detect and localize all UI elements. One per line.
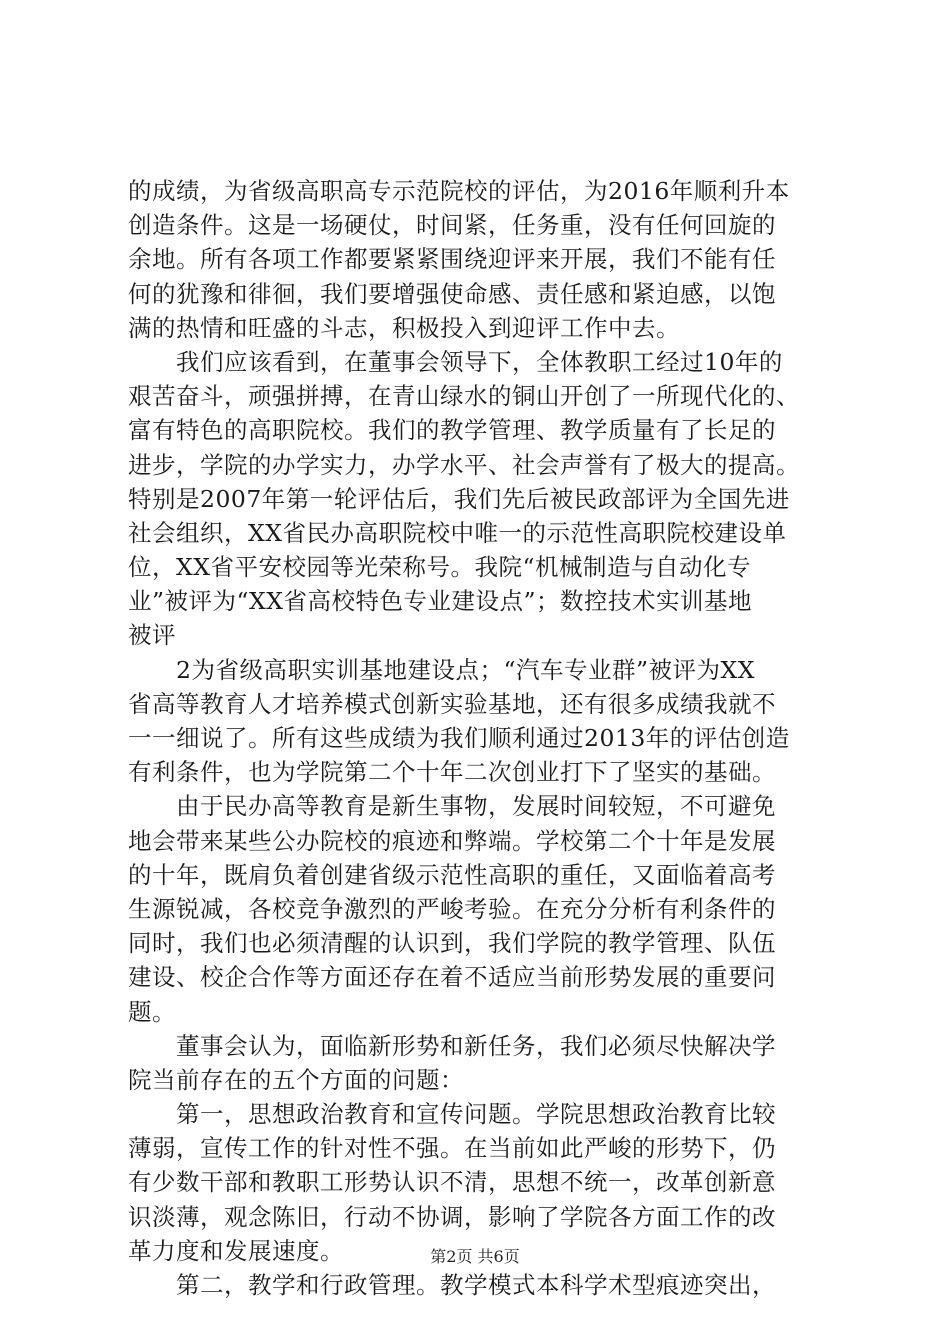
- text-line: 我们应该看到，在董事会领导下，全体教职工经过10年的: [176, 347, 783, 376]
- text-line: 的十年，既肩负着创建省级示范性高职的重任，又面临着高考: [128, 860, 776, 889]
- text-line: 的成绩，为省级高职高专示范院校的评估，为2016年顺利升本: [128, 177, 790, 205]
- text-line: 第二，教学和行政管理。教学模式本科学术型痕迹突出，: [176, 1271, 776, 1299]
- text-line: 何的犹豫和徘徊，我们要增强使命感、责任感和紧迫感，以饱: [128, 279, 776, 308]
- document-body: [128, 174, 838, 1302]
- text-line: 余地。所有各项工作都要紧紧围绕迎评来开展，我们不能有任: [128, 245, 776, 274]
- text-line: 位，XX省平安校园等光荣称号。我院“机械制造与自动化专: [128, 553, 751, 582]
- text-line: 创造条件。这是一场硬仗，时间紧，任务重，没有任何回旋的: [128, 211, 776, 240]
- text-line: 由于民办高等教育是新生事物，发展时间较短，不可避免: [176, 792, 776, 821]
- text-line: 进步，学院的办学实力，办学水平、社会声誉有了极大的提高。: [128, 450, 800, 479]
- text-line: 一一细说了。所有这些成绩为我们顺利通过2013年的评估创造: [128, 724, 790, 752]
- text-line: 满的热情和旺盛的斗志，积极投入到迎评工作中去。: [128, 313, 680, 342]
- text-line: 省高等教育人才培养模式创新实验基地，还有很多成绩我就不: [128, 689, 776, 718]
- text-line: 2为省级高职实训基地建设点；“汽车专业群”被评为XX: [176, 655, 755, 684]
- text-line: 识淡薄，观念陈旧，行动不协调，影响了学院各方面工作的改: [128, 1202, 776, 1231]
- text-line: 业”被评为“XX省高校特色专业建设点”；数控技术实训基地: [128, 587, 753, 616]
- text-line: 被评: [128, 621, 176, 650]
- text-line: 富有特色的高职院校。我们的教学管理、教学质量有了长足的: [128, 416, 776, 445]
- text-line: 有少数干部和教职工形势认识不清，思想不统一，改革创新意: [128, 1168, 776, 1197]
- text-line: 题。: [128, 997, 176, 1026]
- text-line: 革力度和发展速度。: [128, 1236, 344, 1265]
- text-line: 特别是2007年第一轮评估后，我们先后被民政部评为全国先进: [128, 484, 790, 513]
- page-footer: 第2页 共6页: [430, 1247, 520, 1266]
- text-line: 地会带来某些公办院校的痕迹和弊端。学校第二个十年是发展: [128, 826, 776, 855]
- text-line: 院当前存在的五个方面的问题：: [128, 1065, 464, 1094]
- text-line: 生源锐减，各校竞争激烈的严峻考验。在充分分析有利条件的: [128, 894, 776, 923]
- text-line: 董事会认为，面临新形势和新任务，我们必须尽快解决学: [176, 1031, 776, 1060]
- text-line: 第一，思想政治教育和宣传问题。学院思想政治教育比较: [176, 1100, 776, 1129]
- text-line: 艰苦奋斗，顽强拼搏，在青山绿水的铜山开创了一所现代化的、: [128, 382, 800, 411]
- text-line: 同时，我们也必须清醒的认识到，我们学院的教学管理、队伍: [128, 929, 776, 958]
- text-line: 有利条件，也为学院第二个十年二次创业打下了坚实的基础。: [128, 758, 776, 787]
- text-line: 社会组织，XX省民办高职院校中唯一的示范性高职院校建设单: [128, 518, 787, 547]
- text-line: 建设、校企合作等方面还存在着不适应当前形势发展的重要问: [128, 963, 776, 992]
- text-line: 薄弱，宣传工作的针对性不强。在当前如此严峻的形势下，仍: [128, 1134, 776, 1163]
